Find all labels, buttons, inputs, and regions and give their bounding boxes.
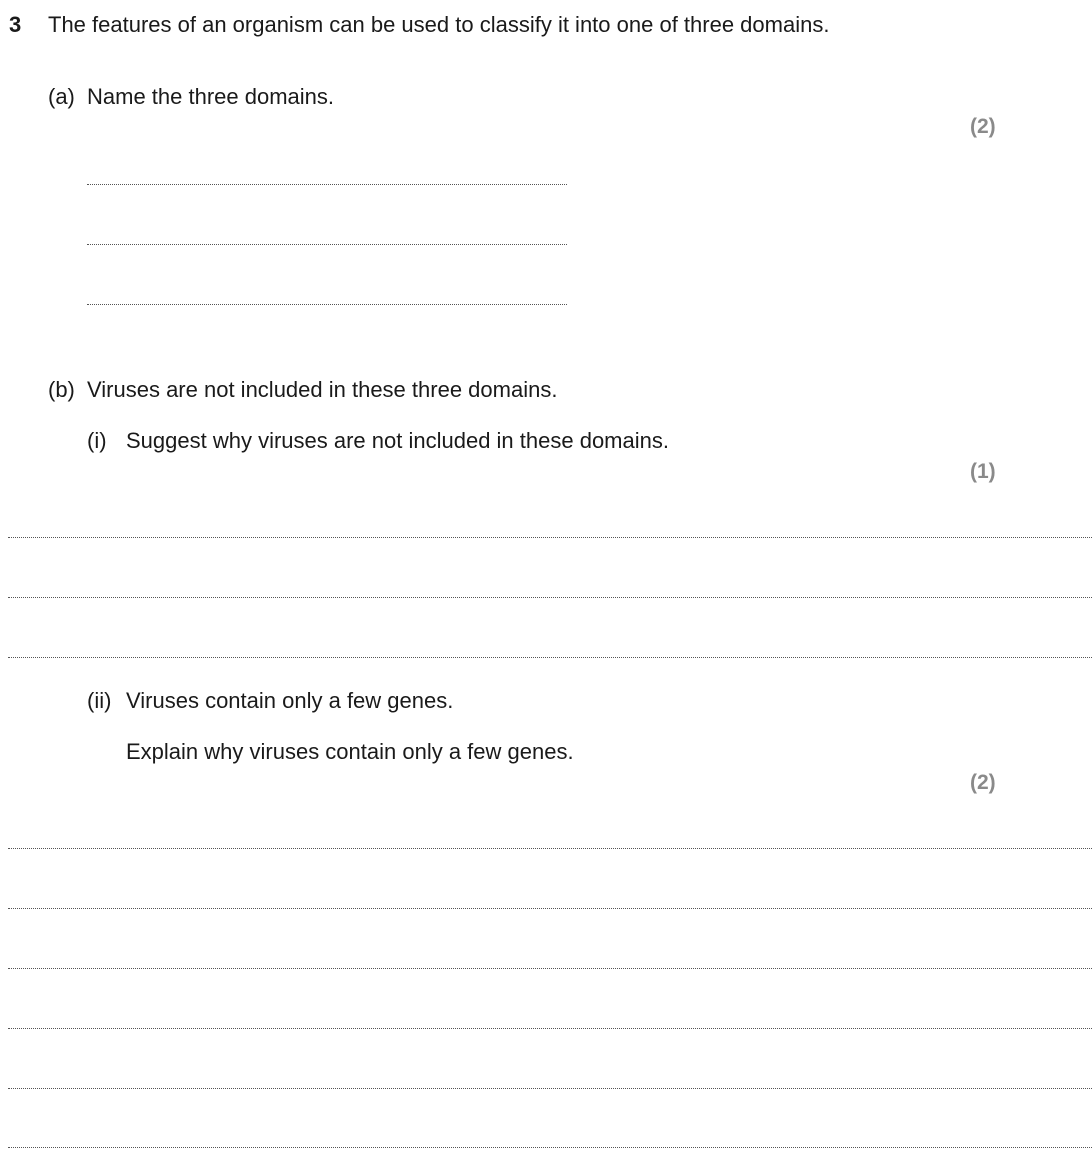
part-b-ii-marks: (2) xyxy=(970,771,996,794)
part-a-prompt: Name the three domains. xyxy=(87,84,335,109)
answer-line-b-i-1[interactable] xyxy=(8,537,1092,538)
part-b-i-label: (i) xyxy=(87,428,107,453)
answer-line-b-i-2[interactable] xyxy=(8,597,1092,598)
answer-line-b-ii-1[interactable] xyxy=(8,848,1092,849)
answer-line-a-2[interactable] xyxy=(87,244,567,245)
part-b-ii-label: (ii) xyxy=(87,688,112,713)
part-b-ii-prompt: Viruses contain only a few genes. xyxy=(126,688,454,713)
answer-line-b-ii-2[interactable] xyxy=(8,908,1092,909)
answer-line-a-1[interactable] xyxy=(87,184,567,185)
answer-line-b-i-3[interactable] xyxy=(8,657,1092,658)
answer-line-b-ii-5[interactable] xyxy=(8,1088,1092,1089)
part-b-prompt: Viruses are not included in these three domains. xyxy=(87,377,558,402)
question-number: 3 xyxy=(9,12,22,37)
part-b-ii-instruction: Explain why viruses contain only a few genes. xyxy=(126,739,574,764)
answer-line-b-ii-6[interactable] xyxy=(8,1147,1092,1148)
question-stem: The features of an organism can be used to classify it into one of three domains. xyxy=(48,12,830,37)
answer-line-b-ii-3[interactable] xyxy=(8,968,1092,969)
part-b-i-marks: (1) xyxy=(970,460,996,483)
part-b-i-prompt: Suggest why viruses are not included in these domains. xyxy=(126,428,669,453)
part-b-label: (b) xyxy=(48,377,75,402)
answer-line-a-3[interactable] xyxy=(87,304,567,305)
answer-line-b-ii-4[interactable] xyxy=(8,1028,1092,1029)
part-a-label: (a) xyxy=(48,84,75,109)
part-a-marks: (2) xyxy=(970,115,996,138)
